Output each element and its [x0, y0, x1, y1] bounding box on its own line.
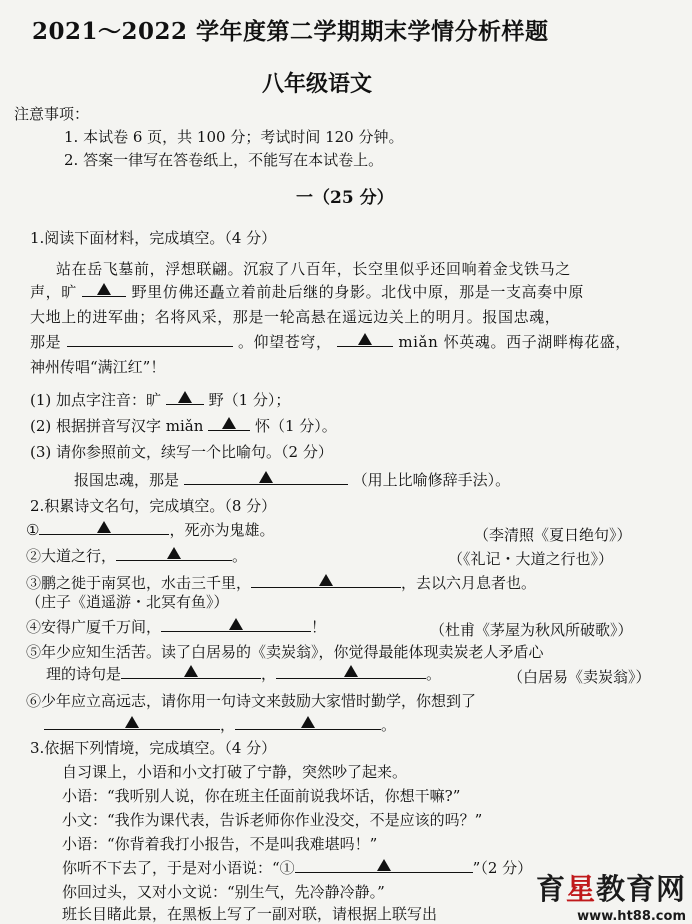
q1-passage-line-2: [30, 282, 584, 302]
q1-prompt: 1.阅读下面材料，完成填空。（4 分）: [30, 229, 277, 247]
q1-p4-end: miǎn 怀英魂。西子湖畔梅花盛，: [398, 333, 631, 351]
q2-item-5: ⑤年少应知生活苦。读了白居易的《卖炭翁》，你觉得最能体现卖炭老人矛盾心: [26, 643, 544, 661]
triangle-icon: [184, 665, 198, 677]
q1-sub-1-label: (1) 加点字注音：旷: [30, 391, 162, 409]
q1-blank-hanzi[interactable]: [337, 332, 393, 347]
watermark-logo: [536, 867, 686, 908]
q2-item-6-end: 。: [381, 716, 397, 734]
watermark-part-1: 育: [535, 872, 566, 906]
q1-sub-2-end: 怀（1 分）。: [254, 417, 337, 435]
q2-item-3-end: ，去以六月息者也。: [401, 574, 537, 592]
watermark-part-3: 教育网: [595, 872, 686, 906]
q2-item-3-blank[interactable]: [251, 573, 401, 588]
q1-passage-line-3: 大地上的进军曲；名将风采，那是一轮高悬在遥远边关上的明月。报国忠魂，: [30, 308, 561, 326]
q3-line-5-suffix: ”（2 分）: [472, 859, 533, 877]
q1-p2-start: 声，旷: [30, 283, 77, 301]
q1-sub-1: [30, 390, 290, 410]
triangle-icon: [259, 471, 273, 483]
q1-blank-metaphor[interactable]: [67, 332, 233, 347]
q2-item-3-text: ③鹏之徙于南冥也，水击三千里，: [26, 574, 252, 592]
q2-item-1-text: ，死亦为鬼雄。: [169, 521, 275, 539]
q2-item-2: [26, 546, 247, 566]
triangle-icon: [301, 716, 315, 728]
triangle-icon: [377, 859, 391, 871]
q1-p4-start: 那是: [30, 333, 62, 351]
notes-item-1: 1. 本试卷 6 页，共 100 分；考试时间 120 分钟。: [64, 128, 404, 146]
q2-prompt: 2.积累诗文名句，完成填空。（8 分）: [30, 497, 277, 515]
triangle-icon: [222, 417, 236, 429]
q2-item-5-blank-1[interactable]: [121, 664, 261, 679]
q2-item-1-source: （李清照《夏日绝句》）: [474, 526, 632, 544]
q2-item-6-blank-2[interactable]: [235, 715, 381, 730]
triangle-icon: [229, 618, 243, 630]
q2-item-4: [26, 617, 326, 637]
q2-item-2-end: 。: [232, 547, 248, 565]
q2-item-2-source: （《礼记・大道之行也》）: [448, 550, 614, 568]
q2-item-4-text: ④安得广厦千万间，: [26, 618, 162, 636]
q1-sub-3-answer-line: [74, 470, 510, 490]
q2-item-4-end: ！: [311, 618, 327, 636]
triangle-icon: [319, 574, 333, 586]
q2-item-3-source: （庄子《逍遥游・北冥有鱼》）: [26, 593, 229, 611]
notes-item-2: 2. 答案一律写在答卷纸上，不能写在本试卷上。: [64, 151, 384, 169]
triangle-icon: [167, 547, 181, 559]
exam-subtitle: 八年级语文: [262, 71, 373, 97]
q1-sub-2-blank[interactable]: [208, 416, 250, 431]
triangle-icon: [178, 391, 192, 403]
q3-line-4: 小语：“你背着我打小报告，不是叫我难堪吗！”: [62, 835, 378, 853]
q2-item-2-blank[interactable]: [116, 546, 232, 561]
q2-item-5-prefix: 理的诗句是: [46, 665, 122, 683]
q3-line-2: 小语：“我听别人说，你在班主任面前说我坏话，你想干嘛?”: [62, 787, 461, 805]
q2-item-5-sep: ，: [261, 665, 277, 683]
q2-item-5-source: （白居易《卖炭翁》）: [508, 668, 651, 686]
q1-sub-2: [30, 416, 337, 436]
q1-sub-1-blank[interactable]: [166, 390, 204, 405]
q3-line-1: 自习课上，小语和小文打破了宁静，突然吵了起来。: [62, 763, 408, 781]
triangle-icon: [97, 521, 111, 533]
q1-p4-mid: 。仰望苍穹，: [237, 333, 332, 351]
q3-prompt: 3.依据下列情境，完成填空。（4 分）: [30, 739, 277, 757]
q2-item-1-num: ①: [26, 521, 40, 539]
section-title: 一（25 分）: [296, 188, 394, 208]
q1-p2-end: 野里仿佛还矗立着前赴后继的身影。北伐中原，那是一支高奏中原: [131, 283, 584, 301]
q3-line-3: 小文：“我作为课代表，告诉老师你作业没交，不是应该的吗？”: [62, 811, 483, 829]
q2-item-1-blank[interactable]: [39, 520, 169, 535]
q1-passage-line-4: [30, 332, 631, 352]
q2-item-3: [26, 573, 536, 593]
q1-passage-line-5: 神州传唱“满江红”！: [30, 358, 166, 376]
q2-item-5-end: 。: [426, 665, 442, 683]
q1-passage-line-1: 站在岳飞墓前，浮想联翩。沉寂了八百年，长空里似乎还回响着金戈铁马之: [56, 260, 571, 278]
q1-blank-pinyin[interactable]: [82, 282, 126, 297]
q2-item-6-blank-1[interactable]: [44, 715, 220, 730]
q2-item-6-sep: ，: [220, 716, 236, 734]
q3-line-5-prefix: 你听不下去了，于是对小语说：“①: [62, 859, 295, 877]
q1-sub-3-prefix: 报国忠魂，那是: [74, 471, 180, 489]
watermark-url: www.ht88.com: [577, 909, 686, 924]
q2-item-5-blank-2[interactable]: [276, 664, 426, 679]
notes-heading: 注意事项：: [14, 105, 90, 123]
q2-item-5-line-2: [46, 664, 441, 684]
q2-item-2-text: ②大道之行，: [26, 547, 117, 565]
q1-sub-3-blank[interactable]: [184, 470, 348, 485]
q2-item-1: [26, 520, 274, 540]
q2-item-4-source: （杜甫《茅屋为秋风所破歌》）: [430, 621, 633, 639]
q3-line-5: [62, 858, 532, 878]
exam-title: 2021～2022 学年度第二学期期末学情分析样题: [32, 18, 549, 45]
triangle-icon: [344, 665, 358, 677]
q2-item-6-line-2: [44, 715, 396, 735]
triangle-icon: [358, 333, 372, 345]
q3-line-7: 班长目睹此景，在黑板上写了一副对联，请根据上联写出: [62, 905, 438, 923]
q1-sub-2-label: (2) 根据拼音写汉字 miǎn: [30, 417, 204, 435]
q2-item-4-blank[interactable]: [161, 617, 311, 632]
q1-sub-3: (3) 请你参照前文，续写一个比喻句。（2 分）: [30, 443, 333, 461]
q2-item-6: ⑥少年应立高远志，请你用一句诗文来鼓励大家惜时勤学，你想到了: [26, 692, 477, 710]
q3-line-6: 你回过头，又对小文说：“别生气，先冷静冷静。”: [62, 883, 385, 901]
q1-sub-1-end: 野（1 分）；: [208, 391, 291, 409]
triangle-icon: [97, 283, 111, 295]
watermark-part-2: 星: [565, 872, 596, 906]
q3-blank-1[interactable]: [295, 858, 473, 873]
triangle-icon: [125, 716, 139, 728]
q1-sub-3-suffix: （用上比喻修辞手法）。: [352, 471, 511, 489]
